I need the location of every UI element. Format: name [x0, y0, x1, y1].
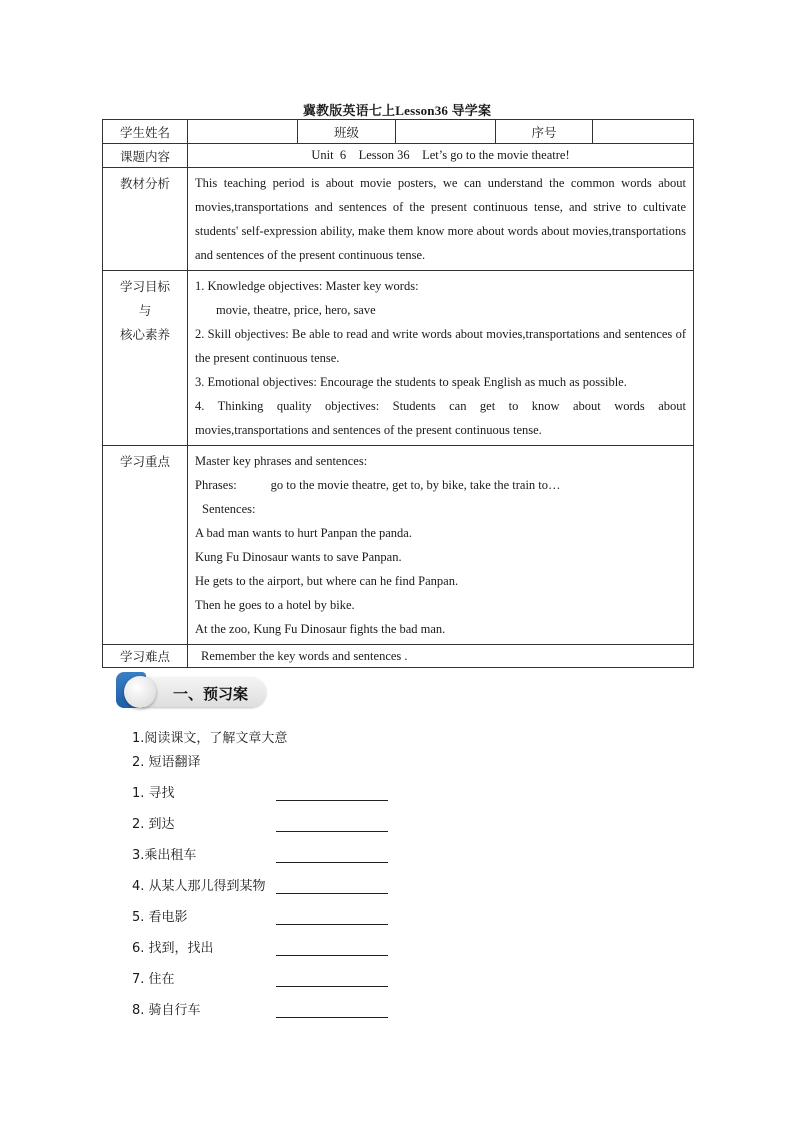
phrases-line — [195, 473, 686, 497]
analysis-row — [103, 168, 694, 271]
student-name-label: 学生姓名 — [103, 120, 188, 144]
preview-task-2: 2. 短语翻译 — [132, 755, 201, 770]
analysis-label: 教材分析 — [103, 168, 188, 271]
objectives-content — [188, 271, 694, 446]
difficulty-text: Remember the key words and sentences . — [188, 645, 694, 668]
answer-blank[interactable] — [276, 924, 388, 925]
answer-blank[interactable] — [276, 1017, 388, 1018]
student-info-row — [103, 120, 694, 144]
translation-prompt: 6. 找到，找出 — [132, 941, 214, 956]
key-points-row — [103, 446, 694, 645]
answer-blank[interactable] — [276, 893, 388, 894]
translation-prompt: 2. 到达 — [132, 817, 175, 832]
answer-blank[interactable] — [276, 800, 388, 801]
lesson-plan-table — [102, 119, 694, 668]
sentence-item: Kung Fu Dinosaur wants to save Panpan. — [195, 550, 402, 564]
translation-item — [132, 933, 287, 964]
class-field[interactable] — [396, 120, 496, 144]
translation-item — [132, 778, 287, 809]
preview-task-1: 1.阅读课文，了解文章大意 — [132, 731, 288, 746]
analysis-text: This teaching period is about movie posters, we can understand the common words about movies,transportations and sentences of the present continuous tense, and strive to cultivate students' self-expression ability, make them know more about words about movies,transportations and sentences of the present continuous tense. — [188, 168, 694, 271]
seq-field[interactable] — [593, 120, 694, 144]
objective-knowledge: 1. Knowledge objectives: Master key words: — [195, 279, 419, 293]
topic-label: 课题内容 — [103, 144, 188, 168]
translation-prompt: 1. 寻找 — [132, 786, 175, 801]
answer-blank[interactable] — [276, 831, 388, 832]
translation-item — [132, 809, 287, 840]
document-title: 冀教版英语七上Lesson36 导学案 — [302, 103, 492, 118]
objectives-label — [103, 271, 188, 446]
answer-blank[interactable] — [276, 862, 388, 863]
seq-label: 序号 — [496, 120, 593, 144]
objective-key-words: movie, theatre, price, hero, save — [216, 303, 376, 317]
sentences-label: Sentences: — [202, 502, 256, 516]
topic-value: Unit 6 Lesson 36 Let’s go to the movie theatre! — [188, 144, 694, 168]
section-title: 一、预习案 — [173, 685, 249, 703]
translation-prompt: 8. 骑自行车 — [132, 1003, 201, 1018]
objective-thinking: 4. Thinking quality objectives: Students can get to know about words about movies,transportations and sentences of the present continuous tense. — [195, 399, 686, 437]
objectives-label-line3: 核心素养 — [119, 328, 170, 342]
objectives-label-line2: 与 — [138, 304, 152, 318]
class-label: 班级 — [298, 120, 396, 144]
key-points-intro: Master key phrases and sentences: — [195, 454, 368, 468]
key-points-content — [188, 446, 694, 645]
translation-item — [132, 995, 287, 1026]
sentence-item: Then he goes to a hotel by bike. — [195, 598, 355, 612]
answer-blank[interactable] — [276, 986, 388, 987]
difficulty-row — [103, 645, 694, 668]
translation-prompt: 7. 住在 — [132, 972, 175, 987]
preview-section — [132, 727, 287, 1026]
objective-emotional: 3. Emotional objectives: Encourage the students to speak English as much as possible. — [195, 375, 627, 389]
translation-item — [132, 871, 287, 902]
sentence-item: He gets to the airport, but where can he find Panpan. — [195, 574, 459, 588]
sentence-item: At the zoo, Kung Fu Dinosaur fights the bad man. — [195, 622, 446, 636]
objective-skill: 2. Skill objectives: Be able to read and write words about movies,transportations and sentences of the present continuous tense. — [195, 327, 686, 365]
translation-prompt: 4. 从某人那儿得到某物 — [132, 879, 266, 894]
difficulty-label: 学习难点 — [103, 645, 188, 668]
sentence-item: A bad man wants to hurt Panpan the panda. — [195, 526, 412, 540]
badge-circle-icon — [124, 676, 156, 708]
translation-item — [132, 840, 287, 871]
objectives-row — [103, 271, 694, 446]
translation-prompt: 5. 看电影 — [132, 910, 188, 925]
key-points-label: 学习重点 — [103, 446, 188, 645]
objectives-label-line1: 学习目标 — [119, 280, 170, 294]
translation-item — [132, 964, 287, 995]
translation-prompt: 3.乘出租车 — [132, 848, 197, 863]
topic-row — [103, 144, 694, 168]
phrases-label: Phrases: — [195, 478, 237, 492]
student-name-field[interactable] — [188, 120, 298, 144]
section-header-badge — [116, 672, 268, 714]
answer-blank[interactable] — [276, 955, 388, 956]
phrases-text: go to the movie theatre, get to, by bike, take the train to… — [270, 478, 561, 492]
translation-item — [132, 902, 287, 933]
